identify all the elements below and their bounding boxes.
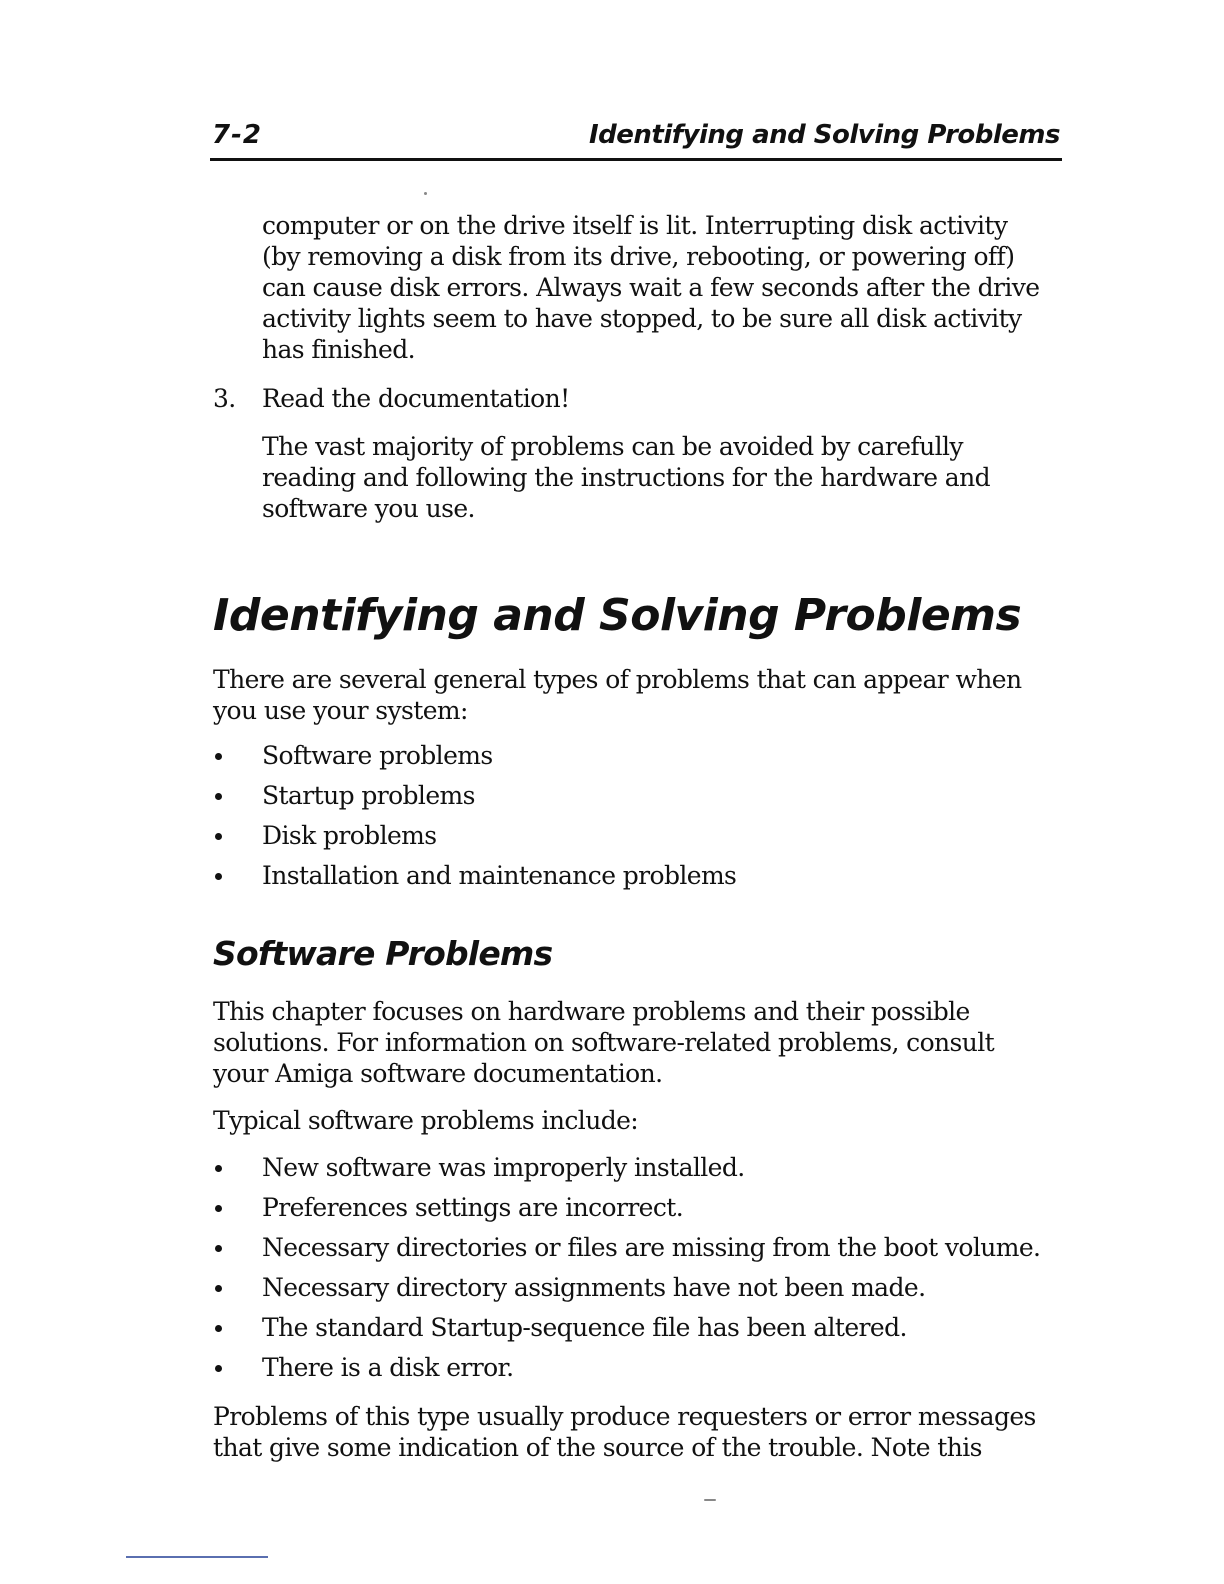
bullet-icon	[215, 793, 222, 800]
bullet-icon	[215, 1245, 222, 1252]
list-item	[213, 1308, 1040, 1348]
bullet-icon	[215, 753, 222, 760]
list-item	[213, 1268, 1040, 1308]
list-item	[213, 1148, 1040, 1188]
bullet-icon	[215, 1325, 222, 1332]
subsection-paragraph-2: Typical software problems include:	[213, 1106, 639, 1135]
list-item-text: Preferences settings are incorrect.	[262, 1193, 684, 1222]
bullet-icon	[215, 1285, 222, 1292]
text-line: can cause disk errors. Always wait a few seconds after the drive	[262, 273, 1040, 302]
bullet-icon	[215, 1165, 222, 1172]
text-line: software you use.	[262, 494, 475, 523]
page-number: 7-2	[212, 120, 262, 150]
bullet-icon	[215, 873, 222, 880]
list-item	[213, 1348, 1040, 1388]
text-line: that give some indication of the source of the trouble. Note this	[213, 1433, 982, 1462]
subsection-paragraph-3	[213, 1401, 1036, 1463]
section-heading: Identifying and Solving Problems	[213, 590, 1022, 641]
continuation-paragraph	[262, 210, 1039, 365]
list-item-text: New software was improperly installed.	[262, 1153, 745, 1182]
list-item-text: Disk problems	[262, 821, 437, 850]
list-item	[213, 1228, 1040, 1268]
step-number: 3.	[213, 384, 236, 413]
text-line: This chapter focuses on hardware problems and their possible	[213, 997, 970, 1026]
bullet-icon	[215, 833, 222, 840]
running-title: Identifying and Solving Problems	[588, 120, 1060, 150]
text-line: solutions. For information on software-related problems, consult	[213, 1028, 995, 1057]
step-body	[262, 431, 990, 524]
list-item	[213, 776, 736, 816]
running-header	[210, 118, 1062, 161]
text-line: Problems of this type usually produce requesters or error messages	[213, 1402, 1036, 1431]
bullet-icon	[215, 1205, 222, 1212]
list-item	[213, 816, 736, 856]
scan-speck	[704, 1499, 716, 1501]
text-line: your Amiga software documentation.	[213, 1059, 663, 1088]
text-line: The vast majority of problems can be avoided by carefully	[262, 432, 963, 461]
list-item-text: Software problems	[262, 741, 493, 770]
text-line: computer or on the drive itself is lit. Interrupting disk activity	[262, 211, 1008, 240]
step-title: Read the documentation!	[262, 384, 570, 413]
text-line: reading and following the instructions for the hardware and	[262, 463, 990, 492]
list-item-text: Startup problems	[262, 781, 475, 810]
list-item-text: The standard Startup-sequence file has been altered.	[262, 1313, 907, 1342]
list-item	[213, 1188, 1040, 1228]
text-line: has finished.	[262, 335, 416, 364]
text-line: There are several general types of problems that can appear when	[213, 665, 1022, 694]
list-item	[213, 856, 736, 896]
subsection-heading: Software Problems	[213, 934, 553, 973]
bullet-icon	[215, 1365, 222, 1372]
section-intro	[213, 664, 1021, 726]
subsection-paragraph-1	[213, 996, 994, 1089]
scan-speck	[424, 192, 427, 195]
list-item-text: Necessary directories or files are missing from the boot volume.	[262, 1233, 1041, 1262]
typical-problems-list	[213, 1148, 1040, 1388]
list-item	[213, 736, 736, 776]
list-item-text: There is a disk error.	[262, 1353, 514, 1382]
footer-rule	[126, 1556, 268, 1558]
problem-types-list	[213, 736, 736, 896]
list-item-text: Installation and maintenance problems	[262, 861, 737, 890]
text-line: you use your system:	[213, 696, 468, 725]
text-line: activity lights seem to have stopped, to be sure all disk activity	[262, 304, 1022, 333]
list-item-text: Necessary directory assignments have not been made.	[262, 1273, 926, 1302]
text-line: (by removing a disk from its drive, rebooting, or powering off)	[262, 242, 1015, 271]
